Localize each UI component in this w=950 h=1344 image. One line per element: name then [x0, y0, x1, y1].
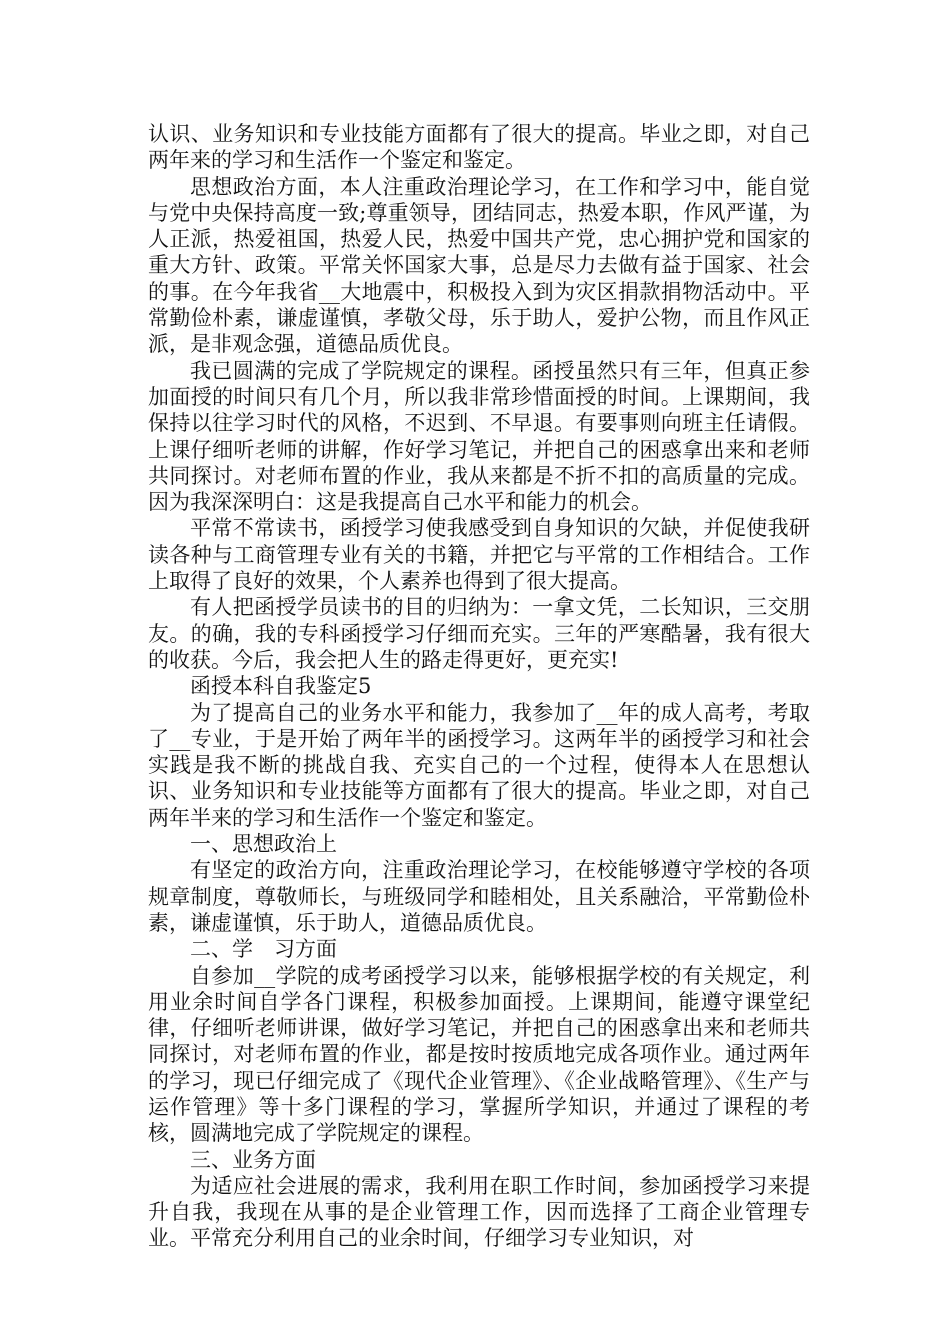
paragraph: 思想政治方面，本人注重政治理论学习，在工作和学习中，能自觉与党中央保持高度一致;尊重领导，团结同志，热爱本职，作风严谨，为人正派，热爱祖国，热爱人民，热爱中国共产党，忠心拥护党和国家的重大方针、政策。平常关怀国家大事，总是尽力去做有益于国家、社会的事。在今年我省__大地震中，积极投入到为灾区捐款捐物活动中。平常勤俭朴素，谦虚谨慎，孝敬父母，乐于助人，爱护公物，而且作风正派，是非观念强，道德品质优良。 — [148, 174, 810, 357]
paragraph: 有人把函授学员读书的目的归纳为：一拿文凭，二长知识，三交朋友。的确，我的专科函授学习仔细而充实。三年的严寒酷暑，我有很大的收获。今后，我会把人生的路走得更好，更充实! — [148, 595, 810, 672]
section-heading: 一、思想政治上 — [190, 832, 337, 857]
section-heading: 三、业务方面 — [190, 1147, 316, 1172]
paragraph: 平常不常读书，函授学习使我感受到自身知识的欠缺，并促使我研读各种与工商管理专业有关的书籍，并把它与平常的工作相结合。工作上取得了良好的效果，个人素养也得到了很大提高。 — [148, 516, 810, 594]
section-title: 函授本科自我鉴定5 — [190, 674, 372, 699]
paragraph: 为了提高自己的业务水平和能力，我参加了__年的成人高考，考取了__专业，于是开始了两年半的函授学习。这两年半的函授学习和社会实践是我不断的挑战自我、充实自己的一个过程，使得本人在思想认识、业务知识和专业技能等方面都有了很大的提高。毕业之即，对自己两年半来的学习和生活作一个鉴定和鉴定。 — [148, 700, 810, 830]
paragraph: 为适应社会进展的需求，我利用在职工作时间，参加函授学习来提升自我，我现在从事的是企业管理工作，因而选择了工商企业管理专业。平常充分利用自己的业余时间，仔细学习专业知识，对 — [148, 1173, 810, 1251]
paragraph: 自参加__学院的成考函授学习以来，能够根据学校的有关规定，利用业余时间自学各门课程，积极参加面授。上课期间，能遵守课堂纪律，仔细听老师讲课，做好学习笔记，并把自己的困惑拿出来和老师共同探讨，对老师布置的作业，都是按时按质地完成各项作业。通过两年的学习，现已仔细完成了《现代企业管理》、《企业战略管理》、《生产与运作管理》等十多门课程的学习，掌握所学知识，并通过了课程的考核，圆满地完成了学院规定的课程。 — [148, 963, 810, 1146]
document-page — [148, 121, 810, 1252]
paragraph: 我已圆满的完成了学院规定的课程。函授虽然只有三年，但真正参加面授的时间只有几个月，所以我非常珍惜面授的时间。上课期间，我保持以往学习时代的风格，不迟到、不早退。有要事则向班主任请假。上课仔细听老师的讲解，作好学习笔记，并把自己的困惑拿出来和老师共同探讨。对老师布置的作业，我从来都是不折不扣的高质量的完成。因为我深深明白：这是我提高自己水平和能力的机会。 — [148, 358, 810, 515]
paragraph: 认识、业务知识和专业技能方面都有了很大的提高。毕业之即，对自己两年来的学习和生活作一个鉴定和鉴定。 — [148, 122, 810, 173]
paragraph: 有坚定的政治方向，注重政治理论学习，在校能够遵守学校的各项规章制度，尊敬师长，与班级同学和睦相处，且关系融洽，平常勤俭朴素，谦虚谨慎，乐于助人，道德品质优良。 — [148, 858, 810, 935]
section-heading: 二、学 习方面 — [190, 937, 337, 962]
